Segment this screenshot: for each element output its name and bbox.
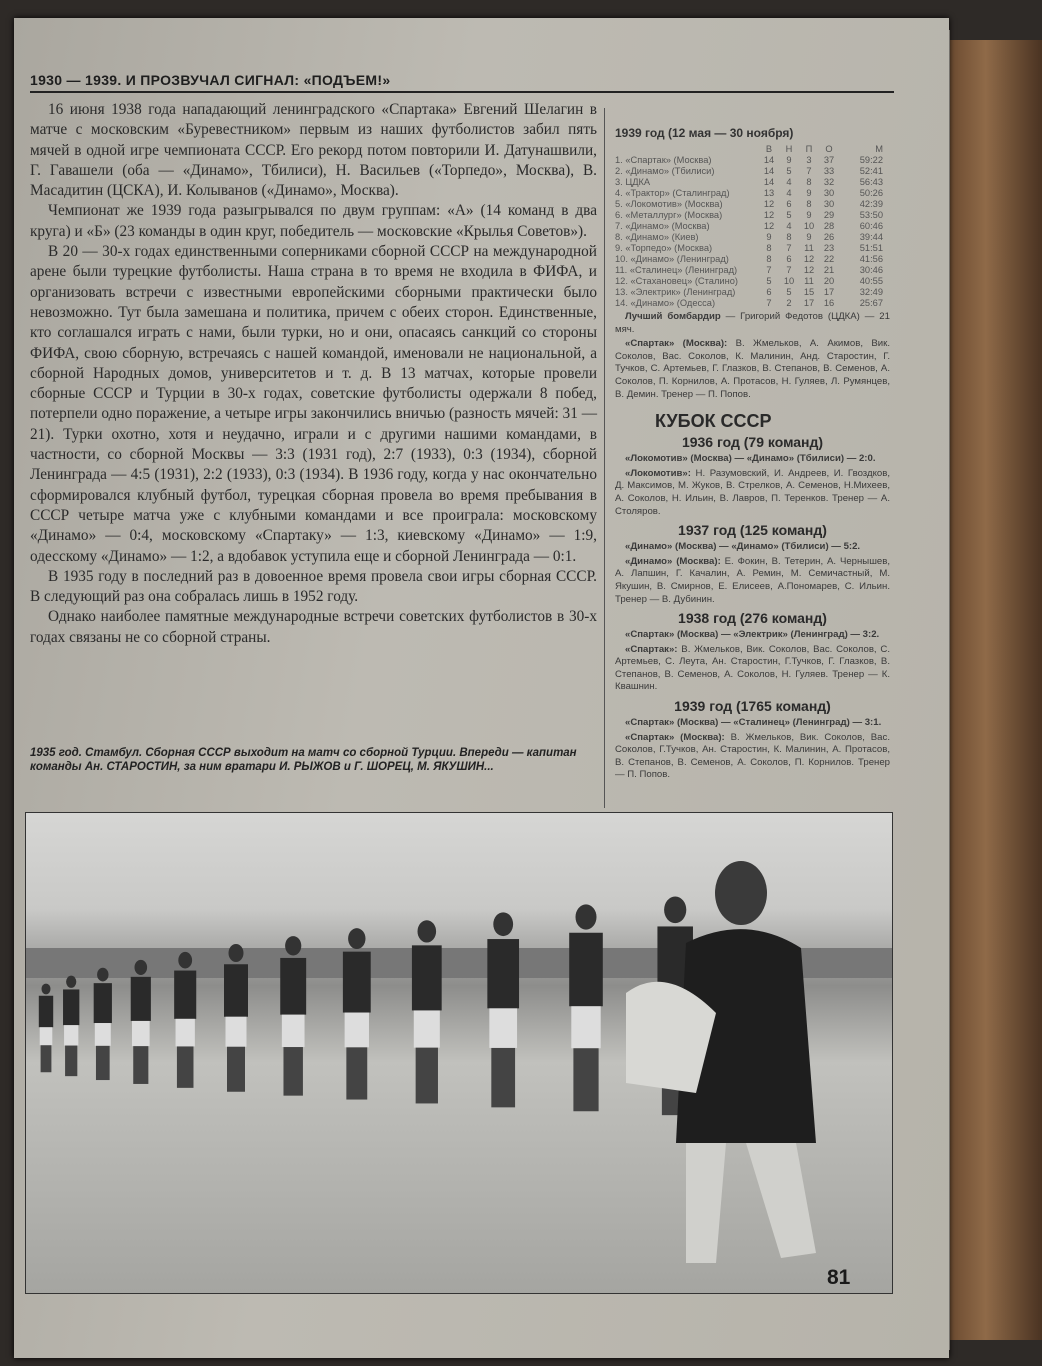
- standings-header-row: [615, 144, 883, 155]
- standings-header: О: [825, 144, 833, 154]
- cup-years: [615, 436, 890, 782]
- stat-cell: 6: [786, 254, 792, 264]
- stat-cell: 5: [786, 287, 792, 297]
- player-figure: [174, 952, 196, 1088]
- stat-cell: 30: [823, 188, 835, 198]
- player-figure: [63, 976, 79, 1076]
- team-name: 13. «Электрик» (Ленинград): [615, 287, 736, 297]
- stat-cell: 11: [804, 276, 814, 286]
- cup-team: «Спартак» (Москва):: [625, 731, 725, 743]
- stat-cell: 10: [783, 276, 795, 286]
- standings-row: [615, 276, 883, 287]
- standings-row: [615, 287, 883, 298]
- cup-roster-text: В. Жмельков, Вик. Соколов, Вас. Соколов, Г.Тучков, Ан. Старостин, К. Малинин, А. Протасов, В. Степанов, В. Семенов, А. Соколов, П. Корнилов. Тренер — П. Попов.: [615, 731, 890, 781]
- photo-caption: 1935 год. Стамбул. Сборная СССР выходит на матч со сборной Турции. Впереди — капитан команды Ан. СТАРОСТИН, за ним вратари И. РЫЖОВ и Г. ШОРЕЦ, М. ЯКУШИН...: [30, 747, 577, 773]
- cup-year-heading: 1939 год (1765 команд): [674, 698, 831, 715]
- cup-year-heading: 1937 год (125 команд): [678, 522, 827, 539]
- stat-cell: 7: [786, 243, 792, 253]
- stat-cell: 16: [823, 298, 835, 308]
- stat-cell: 6: [766, 287, 772, 297]
- cup-roster: [615, 732, 890, 782]
- stat-cell: 50:26: [859, 188, 883, 198]
- stat-cell: 8: [766, 243, 772, 253]
- team-name: 14. «Динамо» (Одесса): [615, 298, 716, 308]
- standings-row: [615, 254, 883, 265]
- stat-cell: 6: [786, 199, 792, 209]
- cup-final: «Спартак» (Москва) — «Электрик» (Ленинград) — 3:2.: [625, 629, 880, 641]
- stat-cell: 59:22: [859, 155, 883, 165]
- team-name: 6. «Металлург» (Москва): [615, 210, 723, 220]
- standings-title: 1939 год (12 мая — 30 ноября): [615, 126, 794, 140]
- stat-cell: 8: [806, 199, 812, 209]
- stat-cell: 12: [803, 254, 815, 264]
- standings-row: [615, 243, 883, 254]
- stat-cell: 9: [806, 210, 812, 220]
- stat-cell: 42:39: [859, 199, 883, 209]
- cup-year-heading: 1938 год (276 команд): [678, 610, 827, 627]
- team-name: 3. ЦДКА: [615, 177, 651, 187]
- stat-cell: 5: [786, 210, 792, 220]
- standings-row: [615, 265, 883, 276]
- standings-header: М: [875, 144, 883, 154]
- stat-cell: 29: [823, 210, 835, 220]
- cup-final: «Спартак» (Москва) — «Сталинец» (Ленинград) — 3:1.: [625, 717, 882, 729]
- stat-cell: 14: [763, 177, 775, 187]
- team-name: 8. «Динамо» (Киев): [615, 232, 699, 242]
- top-scorer: [615, 311, 890, 336]
- stat-cell: 10: [803, 221, 815, 231]
- standings-row: [615, 232, 883, 243]
- stat-cell: 52:41: [859, 166, 883, 176]
- champion-label: «Спартак» (Москва):: [625, 338, 728, 350]
- standings-row: [615, 177, 883, 188]
- cup-team: «Локомотив»:: [625, 467, 691, 479]
- player-figure: [39, 984, 53, 1073]
- cup-roster-text: Н. Разумовский, И. Андреев, И. Гвоздков, Д. Максимов, М. Жуков, В. Стрелков, А. Семенов, Н.Михеев, А. Соколов, Н. Ильин, В. Лавров, П. Теренков. Тренер — А. Столяров.: [615, 467, 890, 517]
- stat-cell: 7: [786, 265, 792, 275]
- stat-cell: 14: [763, 166, 775, 176]
- stat-cell: 20: [823, 276, 835, 286]
- champion-roster: [615, 338, 890, 401]
- stat-cell: 30: [823, 199, 835, 209]
- stat-cell: 40:55: [859, 276, 883, 286]
- running-header: 1930 — 1939. И ПРОЗВУЧАЛ СИГНАЛ: «ПОДЪЕМ!»: [30, 72, 894, 93]
- team-name: 1. «Спартак» (Москва): [615, 155, 712, 165]
- stat-cell: 8: [806, 177, 812, 187]
- stat-cell: 33: [823, 166, 835, 176]
- team-name: 4. «Трактор» (Сталинград): [615, 188, 730, 198]
- cup-roster-text: В. Жмельков, Вик. Соколов, Вас. Соколов, С. Артемьев, С. Леута, Ан. Старостин, Г.Тучков, Г. Глазков, В. Степанов, В. Семенов, А. Соколов, Н. Гуляев. Тренер — К. Квашнин.: [615, 643, 890, 693]
- stat-cell: 51:51: [859, 243, 883, 253]
- standings-row: [615, 210, 883, 221]
- team-name: 9. «Торпедо» (Москва): [615, 243, 713, 253]
- standings-header: П: [805, 144, 813, 154]
- stat-cell: 5: [766, 276, 772, 286]
- standings-header: Н: [785, 144, 793, 154]
- top-scorer-text: — Григорий Федотов (ЦДКА) — 21 мяч.: [615, 311, 890, 335]
- stat-cell: 9: [806, 232, 812, 242]
- stat-cell: 7: [766, 298, 772, 308]
- stat-cell: 9: [806, 188, 812, 198]
- standings-header: В: [765, 144, 773, 154]
- stat-cell: 4: [786, 188, 792, 198]
- stat-cell: 39:44: [859, 232, 883, 242]
- team-name: 12. «Стахановец» (Сталино): [615, 276, 738, 286]
- stat-cell: 8: [766, 254, 772, 264]
- stat-cell: 8: [786, 232, 792, 242]
- stat-cell: 2: [786, 298, 792, 308]
- stat-cell: 28: [823, 221, 835, 231]
- stat-cell: 22: [823, 254, 835, 264]
- column-divider: [604, 108, 605, 808]
- team-name: 2. «Динамо» (Тбилиси): [615, 166, 715, 176]
- stat-cell: 12: [763, 210, 775, 220]
- player-figure: [569, 904, 603, 1111]
- stat-cell: 15: [803, 287, 815, 297]
- stat-cell: 60:46: [859, 221, 883, 231]
- stat-cell: 21: [823, 265, 835, 275]
- player-figure: [412, 920, 442, 1103]
- player-figure: [343, 928, 371, 1099]
- champion-roster-text: В. Жмельков, А. Акимов, Вик. Соколов, Вас. Соколов, К. Малинин, Анд. Старостин, Г. Тучков, С. Артемьев, Г. Глазков, В. Степанов, В. Семенов, А. Соколов, П. Корнилов, А. Протасов, Н. Гуляев, Л. Румянцев, В. Демин. Тренер — П. Попов.: [615, 338, 890, 400]
- player-figure: [224, 944, 248, 1092]
- standings-table: [615, 144, 883, 309]
- stat-cell: 25:67: [859, 298, 883, 308]
- stat-cell: 4: [786, 177, 792, 187]
- standings-row: [615, 166, 883, 177]
- standings-row: [615, 199, 883, 210]
- stat-cell: 23: [823, 243, 835, 253]
- team-name: 11. «Сталинец» (Ленинград): [615, 265, 738, 275]
- stat-cell: 30:46: [859, 265, 883, 275]
- stat-cell: 7: [766, 265, 772, 275]
- paragraph: 16 июня 1938 года нападающий ленинградского «Спартака» Евгений Шелагин в матче с московским «Буревестником» первым из наших футболистов забил пять мячей в одной игре чемпионата СССР. Его рекорд потом повторили И. Датунашвили, Г. Гавашели (оба — «Динамо», Тбилиси), Н. Васильев («Торпедо», Москва), В. Масадитин (ЦСКА), И. Колыванов («Динамо», Москва).: [30, 101, 597, 200]
- stat-cell: 9: [766, 232, 772, 242]
- cup-roster-text: Е. Фокин, В. Тетерин, А. Чернышев, А. Лапшин, Г. Качалин, А. Ремин, М. Семичастный, М. Якушин, В. Смирнов, Е. Елисеев, А.Пономарев, С. Ильин. Тренер — В. Дубинин.: [615, 555, 890, 605]
- standings-row: [615, 298, 883, 309]
- stat-cell: 53:50: [859, 210, 883, 220]
- stat-cell: 9: [786, 155, 792, 165]
- cup-final: «Динамо» (Москва) — «Динамо» (Тбилиси) — 5:2.: [625, 541, 861, 553]
- sidebar: [615, 127, 890, 784]
- book-edge: [948, 40, 1042, 1340]
- cup-roster: [615, 644, 890, 694]
- cup-roster: [615, 468, 890, 518]
- player-figure: [94, 968, 112, 1080]
- stat-cell: 32:49: [859, 287, 883, 297]
- cup-title: КУБОК СССР: [655, 411, 772, 432]
- paragraph: В 1935 году в последний раз в довоенное время провела свои игры сборная СССР. В следующий раз она собралась лишь в 1952 году.: [30, 567, 597, 606]
- cup-team: «Динамо» (Москва):: [625, 555, 721, 567]
- stat-cell: 56:43: [859, 177, 883, 187]
- stat-cell: 37: [823, 155, 835, 165]
- player-figure: [487, 912, 519, 1107]
- stat-cell: 11: [804, 243, 814, 253]
- cup-team: «Спартак»:: [625, 643, 678, 655]
- team-name: 7. «Динамо» (Москва): [615, 221, 710, 231]
- stat-cell: 26: [823, 232, 835, 242]
- standings-row: [615, 221, 883, 232]
- cup-roster: [615, 556, 890, 606]
- team-name: 5. «Локомотив» (Москва): [615, 199, 723, 209]
- team-photo: [25, 812, 893, 1294]
- stat-cell: 14: [763, 155, 775, 165]
- stat-cell: 32: [823, 177, 835, 187]
- stat-cell: 12: [763, 199, 775, 209]
- player-figure: [280, 936, 306, 1096]
- stat-cell: 41:56: [859, 254, 883, 264]
- stat-cell: 12: [803, 265, 815, 275]
- stat-cell: 13: [763, 188, 775, 198]
- team-photo-image: [26, 813, 892, 1293]
- stat-cell: 5: [786, 166, 792, 176]
- stat-cell: 12: [763, 221, 775, 231]
- main-article: [30, 100, 597, 648]
- paragraph: Чемпионат же 1939 года разыгрывался по двум группам: «А» (14 команд в два круга) и «Б» (23 команды в один круг, победитель — московские «Крылья Советов»).: [30, 202, 597, 240]
- page-number: 81: [827, 1266, 851, 1289]
- cup-year-heading: 1936 год (79 команд): [681, 434, 824, 451]
- top-scorer-label: Лучший бомбардир: [625, 311, 721, 322]
- team-name: 10. «Динамо» (Ленинград): [615, 254, 729, 264]
- standings-row: [615, 155, 883, 166]
- stat-cell: 3: [806, 155, 812, 165]
- standings-row: [615, 188, 883, 199]
- paragraph: Однако наиболее памятные международные встречи советских футболистов в 30-х годах связаны не со сборной страны.: [30, 608, 597, 646]
- stat-cell: 7: [806, 166, 812, 176]
- stat-cell: 17: [823, 287, 835, 297]
- paragraph: В 20 — 30-х годах единственными соперниками сборной СССР на международной арене были турецкие футболисты. Наша страна в то время не входила в ФИФА, и организовать встречи с известными европейскими сборными практически было невозможно. Тут была замешана и политика, причем с обеих сторон. Единственные, кто соглашался играть с нами, были турки, но и они, опасаясь санкций со стороны ФИФА, свою сборную, встречаясь с нашей командой, именовали не национальной, а сборной Народных домов, университетов и т. д. В 13 матчах, которые провели сборные СССР и Турции в 30-х годах, советские футболисты одержали 8 побед, потерпели одно поражение, а четыре игры закончились вничью (разность мячей: 31 — 21). Турки охотно, хотя и неудачно, играли и с другими нашими командами, в частности, со сборной Москвы — 3:3 (1931 год), 2:7 (1933), 0:3 (1934), сборной Ленинграда — 4:5 (1931), 2:2 (1933), 0:3 (1934). В 1936 году, когда у нас окончательно сформировался клубный футбол, турецкая сборная провела во время пребывания в СССР четыре матча уже с клубными командами и все проиграла: московскому «Динамо» — 0:4, московскому «Спартаку» — 1:3, киевскому «Динамо» — 1:9, одесскому «Динамо» — 1:2, а вдобавок уступила еще и сборной Ленинграда — 0:1.: [30, 243, 597, 565]
- player-figure: [131, 960, 151, 1084]
- cup-final: «Локомотив» (Москва) — «Динамо» (Тбилиси) — 2:0.: [625, 453, 876, 465]
- stat-cell: 17: [803, 298, 815, 308]
- stat-cell: 4: [786, 221, 792, 231]
